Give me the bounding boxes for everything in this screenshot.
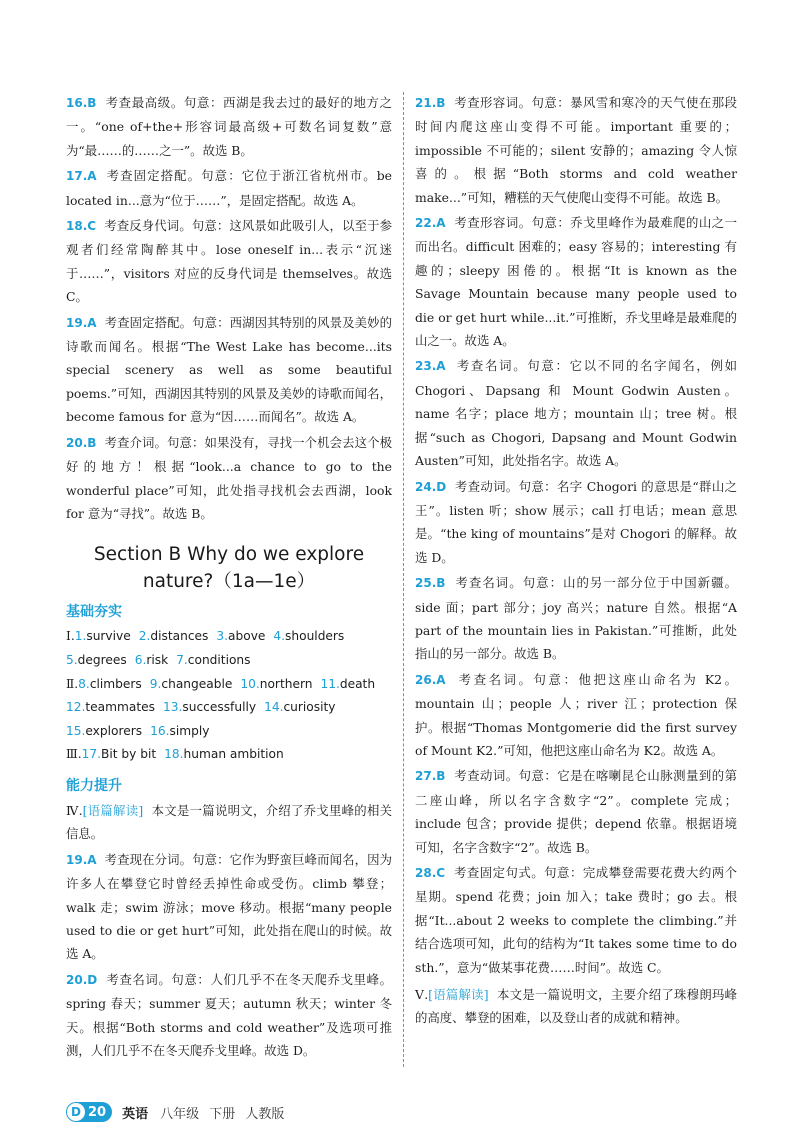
reading-tag: [语篇解读] <box>82 802 144 818</box>
question-number: 23.A <box>415 359 446 374</box>
reading-text: 本文是一篇说明文，介绍了乔戈里峰的相关信息。 <box>66 802 392 842</box>
question-number: 19.A <box>66 315 97 330</box>
answer-value: survive <box>86 629 131 644</box>
explanation-text: 考查现在分词。句意：它作为野蛮巨峰而闻名，因为许多人在攀登它时曾经丢掉性命或受伤。climb 攀登；walk 走；swim 游泳；move 移动。根据“many people used to die or get hurt”可知，此处指在爬山的时候。故选 A。 <box>66 851 392 962</box>
answer-explanation <box>66 164 392 212</box>
answer-item <box>264 700 335 714</box>
book-meta: 八年级 下册 人教版 <box>160 1106 285 1122</box>
explanation-text: 考查名词。句意：山的另一部分位于中国新疆。side 面；part 部分；joy 高兴；nature 自然。根据“A part of the mountain lies in Pakistan.”可推断，此处指山的另一部分。故选 B。 <box>415 575 737 662</box>
answer-item <box>240 677 312 691</box>
roman-numeral: Ⅱ. <box>66 676 79 691</box>
answer-key: 18. <box>164 747 184 762</box>
question-number: 21.B <box>415 96 446 110</box>
answer-key: 2. <box>138 629 151 644</box>
answer-value: Bit by bit <box>101 747 157 762</box>
reading-note-v <box>415 983 737 1030</box>
answer-value: climbers <box>89 676 142 691</box>
explanation-text: 考查最高级。句意：西湖是我去过的最好的地方之一。“one of+the+形容词最高级+可数名词复数”意为“最……的……之一”。故选 B。 <box>66 95 392 158</box>
answer-key: 4. <box>273 629 286 644</box>
explanation-text: 考查动词。句意：名字 Chogori 的意思是“群山之王”。listen 听；show 展示；call 打电话；mean 意思是。“the king of mountains”是对 Chogori 的解释。故选 D。 <box>415 478 737 565</box>
question-number: 20.D <box>66 972 98 987</box>
answer-item <box>273 629 344 643</box>
answer-item <box>78 677 142 691</box>
answer-item <box>66 653 127 667</box>
answer-value: northern <box>259 676 313 691</box>
answer-key: 6. <box>134 652 147 667</box>
question-number: 17.A <box>66 169 97 184</box>
answer-item <box>66 700 155 714</box>
answer-explanation <box>415 91 737 209</box>
question-number: 25.B <box>415 576 446 591</box>
answer-key: 7. <box>176 652 188 667</box>
answer-item <box>150 677 233 691</box>
question-number: 19.A <box>66 852 97 867</box>
reading-note-iv <box>66 799 392 846</box>
answer-row <box>66 696 392 720</box>
explanation-text: 考查固定搭配。句意：它位于浙江省杭州市。be located in...意为“位于……”，是固定搭配。故选 A。 <box>66 168 392 208</box>
badge-letter: D <box>67 1103 85 1121</box>
answer-explanation <box>415 668 737 763</box>
answer-key: 8. <box>78 676 90 691</box>
column-divider <box>403 92 404 1067</box>
answer-explanation <box>415 354 737 472</box>
answer-value: distances <box>150 629 209 644</box>
roman-numeral: Ⅴ. <box>415 987 429 1003</box>
answer-explanation <box>415 861 737 979</box>
question-number: 22.A <box>415 216 446 231</box>
answer-row <box>66 743 392 767</box>
question-number: 24.D <box>415 479 447 494</box>
explanation-text: 考查形容词。句意：乔戈里峰作为最难爬的山之一而出名。difficult 困难的；easy 容易的；interesting 有趣的；sleepy 困倦的。根据“It is known as the Savage Mountain because many people used to die or get hurt while...it.”可推断，乔戈里峰是最难爬的山之一。故选 A。 <box>415 215 737 349</box>
answer-item <box>320 677 375 691</box>
question-number: 28.C <box>415 866 446 880</box>
answer-explanation <box>66 968 392 1063</box>
explanation-text: 考查动词。句意：它是在喀喇昆仑山脉测量到的第二座山峰，所以名字含数字“2”。complete 完成；include 包含；provide 提供；depend 依靠。根据语境可知，名字含数字“2”。故选 B。 <box>415 768 737 855</box>
answer-item <box>216 629 265 643</box>
answer-item <box>135 653 168 667</box>
explanation-text: 考查名词。句意：它以不同的名字闻名，例如 Chogori、Dapsang 和 Mount Godwin Austen。name 名字；place 地方；mountain 山；tree 树。根据“such as Chogori, Dapsang and Mount Godwin Austen”可知，此处指名字。故选 A。 <box>415 358 738 469</box>
section-title-line-1: Section B Why do we explore <box>93 544 365 566</box>
answer-item <box>150 724 209 738</box>
roman-numeral: Ⅲ. <box>66 747 82 762</box>
answer-key: 13. <box>162 700 183 715</box>
answer-value: simply <box>169 723 210 738</box>
question-number: 16.B <box>66 96 97 110</box>
answer-key: 9. <box>149 676 162 691</box>
section-title-line-2: nature?（1a—1e） <box>142 571 316 593</box>
answer-key: 10. <box>240 676 260 691</box>
answer-value: successfully <box>182 700 257 715</box>
answer-key: 11. <box>320 676 340 691</box>
heading-ability: 能力提升 <box>66 777 122 794</box>
answer-explanation <box>415 571 737 666</box>
explanation-text: 考查固定句式。句意：完成攀登需要花费大约两个星期。spend 花费；join 加入；take 费时；go 去。根据“It...about 2 weeks to complete the climbing.”并结合选项可知，此句的结构为“It takes some time to do sth.”，意为“做某事花费……时间”。故选 C。 <box>415 865 737 975</box>
answer-value: conditions <box>187 652 251 667</box>
reading-text: 本文是一篇说明文，主要介绍了珠穆朗玛峰的高度、攀登的困难，以及登山者的成就和精神。 <box>415 987 737 1026</box>
answer-item <box>163 700 256 714</box>
left-column <box>66 91 392 1064</box>
answer-explanation <box>415 475 737 570</box>
question-number: 26.A <box>415 672 446 687</box>
page-badge <box>66 1102 112 1122</box>
answer-key: 12. <box>66 700 86 715</box>
answer-row <box>66 673 392 697</box>
answer-item <box>164 747 284 761</box>
answer-key: 17. <box>81 747 102 762</box>
answer-key: 5. <box>66 652 78 667</box>
answer-item <box>66 724 142 738</box>
answer-key: 3. <box>216 629 229 644</box>
answer-row <box>66 720 392 744</box>
explanation-text: 考查反身代词。句意：这风景如此吸引人，以至于参观者们经常陶醉其中。lose oneself in...表示“沉迷于……”，visitors 对应的反身代词是 themselves。故选 C。 <box>66 218 392 305</box>
roman-numeral: Ⅰ. <box>66 629 75 644</box>
answer-explanation <box>66 91 392 162</box>
answer-value: human ambition <box>183 747 284 762</box>
question-number: 27.B <box>415 769 446 784</box>
page-number: 20 <box>88 1104 107 1120</box>
answer-item <box>82 747 157 761</box>
answer-value: shoulders <box>285 629 345 644</box>
answer-row <box>66 625 392 649</box>
answer-explanation <box>415 764 737 859</box>
answer-value: curiosity <box>283 700 336 715</box>
heading-basic: 基础夯实 <box>66 604 122 621</box>
section-title <box>66 541 392 595</box>
answer-row <box>66 649 392 673</box>
answer-key: 15. <box>66 723 86 738</box>
answer-value: changeable <box>161 676 233 691</box>
answer-explanation <box>66 431 392 526</box>
roman-numeral: Ⅳ. <box>66 802 83 818</box>
answer-value: death <box>339 676 376 691</box>
answer-explanation <box>415 211 737 352</box>
answer-value: teammates <box>85 700 155 715</box>
answer-explanation <box>66 311 392 429</box>
explanation-text: 考查名词。句意：人们几乎不在冬天爬乔戈里峰。spring 春天；summer 夏天；autumn 秋天；winter 冬天。根据“Both storms and cold weather”及选项可推测，人们几乎不在冬天爬乔戈里峰。故选 D。 <box>66 971 392 1058</box>
answer-value: explorers <box>85 723 143 738</box>
answer-value: risk <box>146 652 169 667</box>
page-footer <box>66 1101 284 1123</box>
answer-value: degrees <box>77 652 127 667</box>
question-number: 18.C <box>66 219 97 234</box>
answer-item <box>176 653 250 667</box>
answer-key: 14. <box>264 700 284 715</box>
explanation-text: 考查介词。句意：如果没有，寻找一个机会去这个极好的地方！根据“look...a chance to go to the wonderful place”可知，此处指寻找机会去西湖，look for 意为“寻找”。故选 B。 <box>66 434 392 521</box>
subject-label: 英语 <box>122 1106 149 1122</box>
reading-tag: [语篇解读] <box>428 987 489 1003</box>
answer-explanation <box>66 848 392 966</box>
right-column <box>415 91 737 1032</box>
answer-value: above <box>228 629 266 644</box>
answer-explanation <box>66 214 392 309</box>
answer-item <box>75 629 131 643</box>
answer-key: 16. <box>150 723 170 738</box>
answer-item <box>139 629 209 643</box>
answer-key: 1. <box>74 629 87 644</box>
answer-list <box>66 625 392 767</box>
explanation-text: 考查名词。句意：他把这座山命名为 K2。mountain 山；people 人；river 江；protection 保护。根据“Thomas Montgomerie did the first survey of Mount K2.”可知，他把这座山命名为 K2。故选 A。 <box>415 671 737 758</box>
explanation-text: 考查固定搭配。句意：西湖因其特别的风景及美妙的诗歌而闻名。根据“The West Lake has become...its special scenery as well as some beautiful poems.”可知，西湖因其特别的风景及美妙的诗歌而闻名，become famous for 意为“因……而闻名”。故选 A。 <box>66 314 392 425</box>
explanation-text: 考查形容词。句意：暴风雪和寒冷的天气使在那段时间内爬这座山变得不可能。important 重要的；impossible 不可能的；silent 安静的；amazing 令人惊喜的。根据“Both storms and cold weather make...”可知，糟糕的天气使爬山变得不可能。故选 B。 <box>415 95 737 205</box>
question-number: 20.B <box>66 435 97 450</box>
